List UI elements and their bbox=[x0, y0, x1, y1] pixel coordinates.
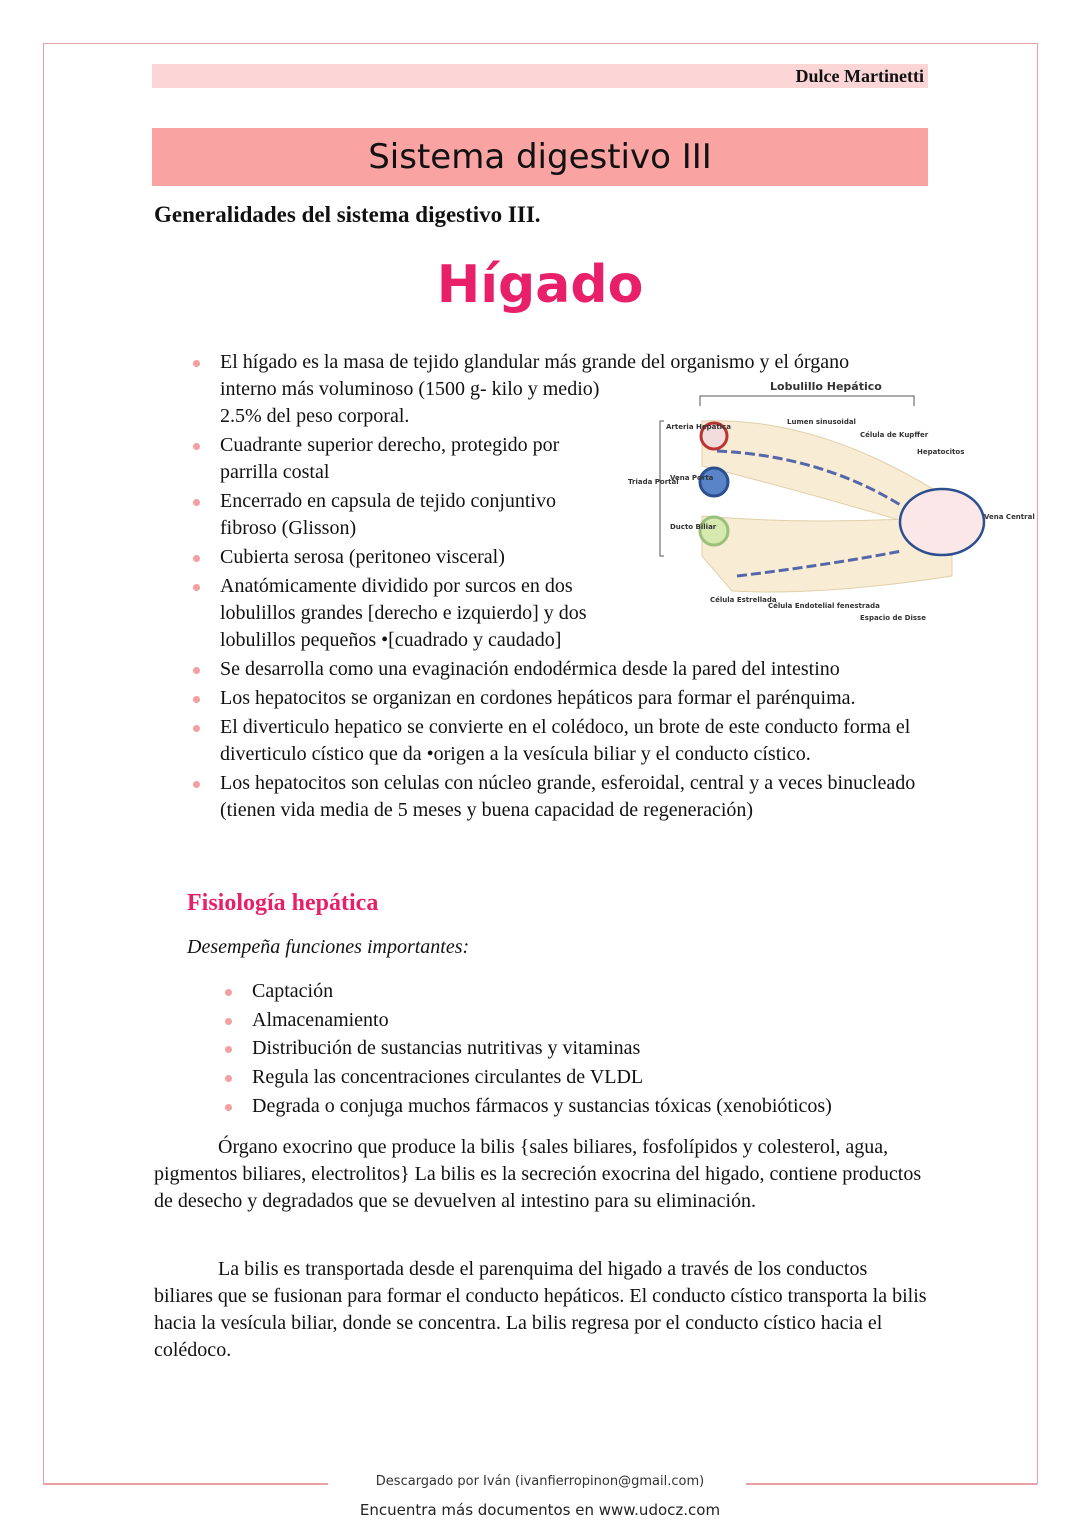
author-name: Dulce Martinetti bbox=[795, 66, 924, 86]
label-vena-porta: Vena Porta bbox=[670, 474, 714, 482]
footer-downloaded: Descargado por Iván (ivanfierropinon@gmail.com) bbox=[375, 1474, 705, 1489]
liver-lobule-diagram bbox=[622, 376, 1035, 646]
label-kupffer: Célula de Kupffer bbox=[860, 431, 929, 439]
functions-list bbox=[252, 978, 832, 1121]
portal-vein-shape bbox=[700, 468, 728, 496]
label-hepatocitos: Hepatocitos bbox=[917, 448, 965, 456]
list-item: Anatómicamente dividido por surcos en dos lobulillos grandes [derecho e izquierdo] y dos lobulillos pequeños •[cuadrado y caudado] bbox=[220, 573, 610, 654]
bullet-line: interno más voluminoso (1500 g- kilo y medio) 2.5% del peso corporal. bbox=[220, 378, 600, 427]
subtitle: Generalidades del sistema digestivo III. bbox=[154, 202, 541, 227]
paragraph-bile: Órgano exocrino que produce la bilis {sales biliares, fosfolípidos y colesterol, agua, pigmentos biliares, electrolitos} La bilis es la secreción exocrina del higado, contiene productos de desecho y degradados que se devuelven al intestino para su eliminación. bbox=[154, 1136, 922, 1212]
label-disse: Espacio de Disse bbox=[860, 614, 926, 622]
section-title: Hígado bbox=[436, 255, 644, 315]
list-item: El diverticulo hepatico se convierte en el colédoco, un brote de este conducto forma el diverticulo cístico que da •origen a la vesícula biliar y el conducto cístico. bbox=[220, 714, 920, 768]
list-item: Captación bbox=[252, 978, 832, 1005]
list-item: Los hepatocitos son celulas con núcleo grande, esferoidal, central y a veces binucleado (tienen vida media de 5 meses y buena capacidad de regeneración) bbox=[220, 770, 920, 824]
list-item: Distribución de sustancias nutritivas y vitaminas bbox=[252, 1035, 832, 1062]
label-endotelial: Célula Endotelial fenestrada bbox=[768, 602, 880, 610]
list-item: Almacenamiento bbox=[252, 1007, 832, 1034]
list-item: Degrada o conjuga muchos fármacos y sustancias tóxicas (xenobióticos) bbox=[252, 1093, 832, 1120]
label-ducto: Ducto Biliar bbox=[670, 523, 717, 531]
physiology-intro: Desempeña funciones importantes: bbox=[187, 936, 470, 958]
bile-duct-shape bbox=[700, 517, 728, 545]
label-arteria: Arteria Hepática bbox=[666, 423, 731, 431]
list-item: Regula las concentraciones circulantes de VLDL bbox=[252, 1064, 832, 1091]
title-bar: Sistema digestivo III bbox=[152, 128, 928, 186]
label-estrellada: Célula Estrellada bbox=[710, 596, 777, 604]
central-vein-shape bbox=[900, 489, 984, 555]
list-item: Se desarrolla como una evaginación endodérmica desde la pared del intestino bbox=[220, 656, 920, 683]
diagram-title: Lobulillo Hepático bbox=[770, 380, 882, 393]
bullet-line: El hígado es la masa de tejido glandular más grande del organismo y el órgano bbox=[220, 351, 850, 373]
label-triada: Triada Portal bbox=[628, 478, 679, 486]
list-item: Los hepatocitos se organizan en cordones hepáticos para formar el parénquima. bbox=[220, 685, 920, 712]
label-lumen: Lumen sinusoidal bbox=[787, 418, 856, 426]
list-item: Cuadrante superior derecho, protegido por parrilla costal bbox=[220, 432, 610, 486]
list-item: Encerrado en capsula de tejido conjuntivo fibroso (Glisson) bbox=[220, 488, 610, 542]
paragraph-bile-transport: La bilis es transportada desde el parenquima del higado a través de los conductos biliares que se fusionan para formar el conducto hepáticos. El conducto cístico transporta la bilis hacia la vesícula biliar, donde se concentra. La bilis regresa por el conducto cístico hacia el colédoco. bbox=[154, 1258, 927, 1361]
list-item: Cubierta serosa (peritoneo visceral) bbox=[220, 544, 610, 571]
physiology-heading: Fisiología hepática bbox=[187, 890, 379, 916]
footer-link[interactable]: Encuentra más documentos en www.udocz.com bbox=[359, 1501, 721, 1519]
label-vena-central: Vena Central bbox=[984, 513, 1035, 521]
header-bar bbox=[152, 64, 928, 88]
